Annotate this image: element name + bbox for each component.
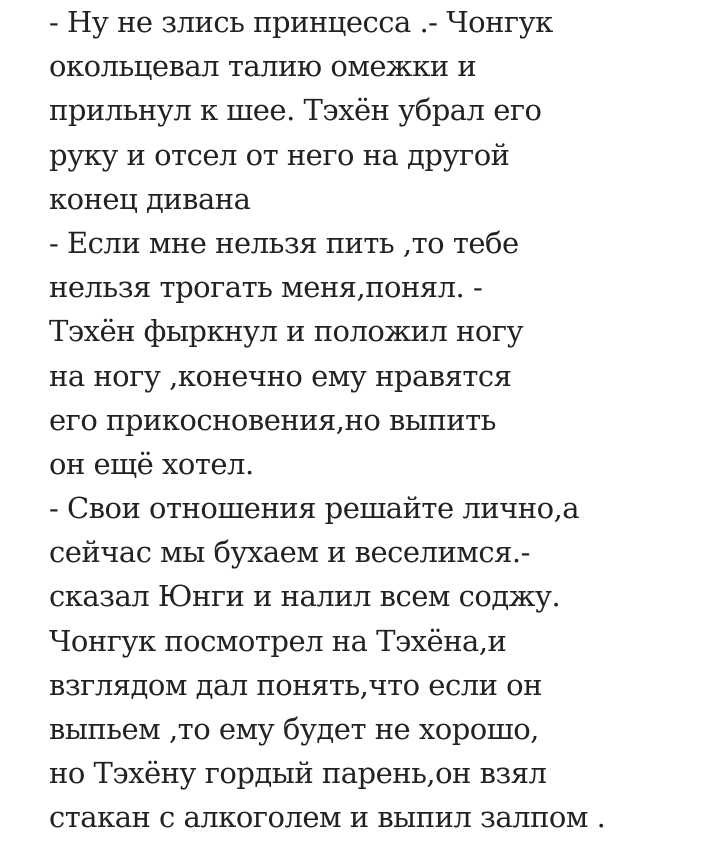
text-line: Тэхён фыркнул и положил ногу (49, 314, 524, 349)
text-line: прильнул к шее. Тэхён убрал его (49, 93, 542, 128)
text-line: сейчас мы бухаем и веселимся.- (49, 535, 530, 570)
text-line: - Свои отношения решайте лично,а (49, 491, 580, 526)
text-line: но Тэхёну гордый парень,он взял (49, 756, 547, 791)
text-line: нельзя трогать меня,понял. - (49, 270, 483, 305)
text-line: сказал Юнги и налил всем соджу. (49, 579, 561, 614)
text-line: его прикосновения,но выпить (49, 402, 496, 437)
text-line: руку и отсел от него на другой (49, 137, 510, 172)
story-text (49, 0, 714, 840)
text-line: взглядом дал понять,что если он (49, 667, 542, 702)
text-line: Чонгук посмотрел на Тэхёна,и (49, 623, 507, 658)
text-line: выпьем ,то ему будет не хорошо, (49, 712, 539, 746)
text-line: - Если мне нельзя пить ,то тебе (49, 225, 519, 260)
text-line: стакан с алкоголем и выпил залпом . (49, 800, 606, 835)
text-line: он ещё хотел. (49, 446, 254, 481)
text-line: конец дивана (49, 181, 251, 216)
text-line: - Ну не злись принцесса .- Чонгук (49, 5, 553, 39)
text-line: на ногу ,конечно ему нравятся (49, 358, 512, 393)
text-line: окольцевал талию омежки и (49, 49, 477, 84)
